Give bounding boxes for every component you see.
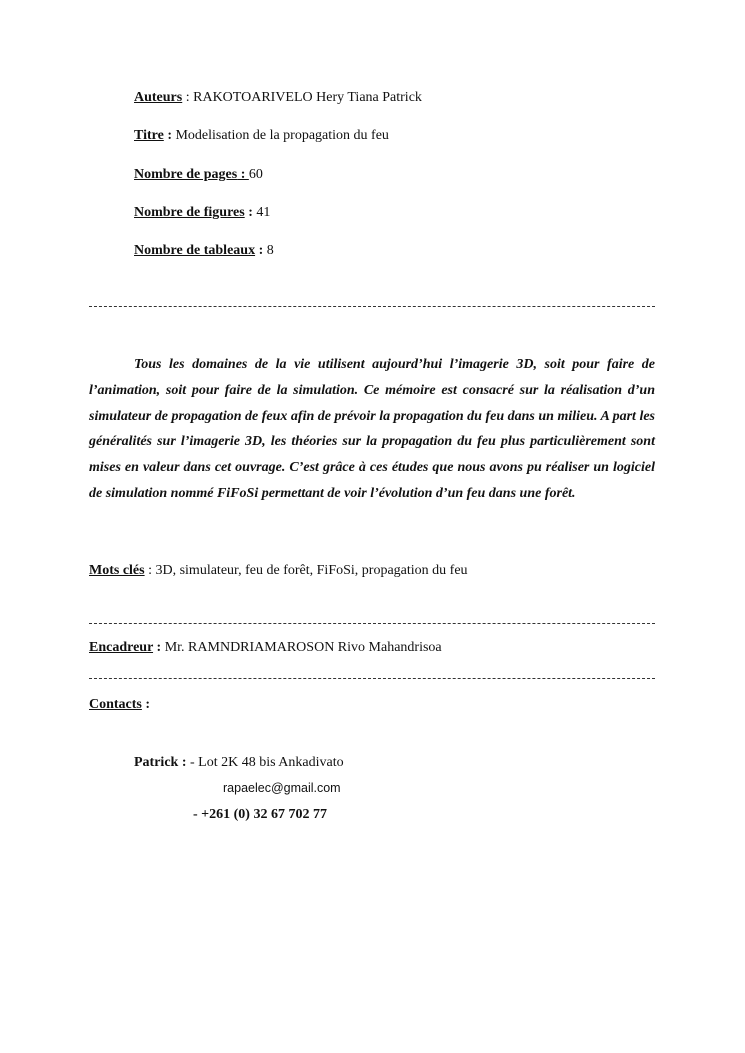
title-line <box>134 127 389 145</box>
contact-name: Patrick : <box>134 755 190 770</box>
contact-address: - Lot 2K 48 bis Ankadivato <box>189 755 344 770</box>
authors-value: RAKOTOARIVELO Hery Tiana Patrick <box>193 90 422 105</box>
contacts-label: Contacts <box>89 697 142 712</box>
tables-label: Nombre de tableaux <box>134 243 256 258</box>
supervisor-sep: : <box>153 640 165 655</box>
contacts-line <box>89 696 150 714</box>
figures-label: Nombre de figures <box>134 205 245 220</box>
contact-email[interactable]: rapaelec@gmail.com <box>223 781 341 795</box>
figures-line <box>134 204 270 222</box>
title-label: Titre <box>134 128 164 143</box>
keywords-value: 3D, simulateur, feu de forêt, FiFoSi, propagation du feu <box>155 563 468 578</box>
tables-sep: : <box>255 243 267 258</box>
contacts-sep: : <box>141 697 151 712</box>
keywords-line <box>89 562 468 580</box>
supervisor-value: Mr. RAMNDRIAMAROSON Rivo Mahandrisoa <box>164 640 442 655</box>
figures-value: 41 <box>256 205 271 220</box>
title-sep: : <box>163 128 176 143</box>
authors-sep: : <box>182 90 194 105</box>
separator-2 <box>89 623 655 624</box>
pages-value: 60 <box>248 167 263 182</box>
authors-line <box>134 89 422 107</box>
separator-3 <box>89 678 655 679</box>
pages-sep: : <box>237 167 249 182</box>
tables-line <box>134 242 274 260</box>
separator-1 <box>89 306 655 307</box>
contact-phone: - +261 (0) 32 67 702 77 <box>193 807 327 822</box>
supervisor-line <box>89 639 442 657</box>
figures-sep: : <box>244 205 257 220</box>
tables-value: 8 <box>266 243 274 258</box>
abstract-paragraph: Tous les domaines de la vie utilisent aujourd’hui l’imagerie 3D, soit pour faire de l’animation, soit pour faire de la simulation. Ce mémoire est consacré sur la réalisation d’un simulateur de propagation de feux afin de prévoir la propagation du feu dans un milieu. A part les généralités sur l’imagerie 3D, les théories sur la propagation du feu plus particulièrement sont mises en valeur dans cet ouvrage. C’est grâce à ces études que nous avons pu réaliser un logiciel de simulation nommé FiFoSi permettant de voir l’évolution d’un feu dans une forêt. <box>89 357 655 501</box>
keywords-label: Mots clés <box>89 563 145 578</box>
keywords-sep: : <box>144 563 156 578</box>
pages-line <box>134 166 263 184</box>
contact-address-line <box>134 754 344 772</box>
pages-label: Nombre de pages <box>134 167 238 182</box>
authors-label: Auteurs <box>134 90 183 105</box>
supervisor-label: Encadreur <box>89 640 154 655</box>
title-value: Modelisation de la propagation du feu <box>175 128 389 143</box>
